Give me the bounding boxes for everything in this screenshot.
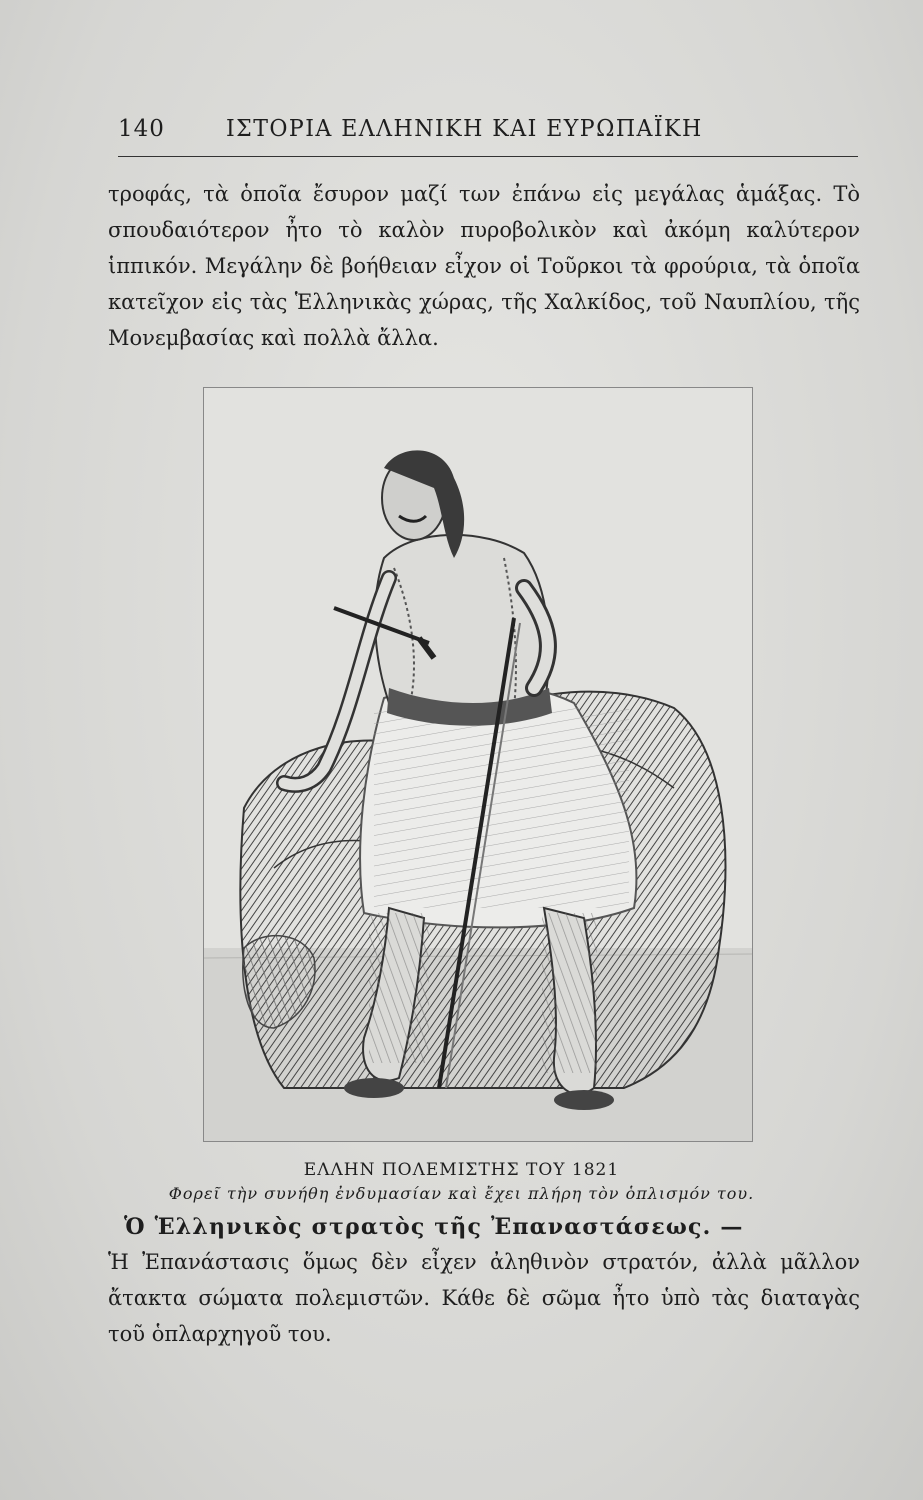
paragraph-top: τροφάς, τὰ ὁποῖα ἔσυρον μαζί των ἐπάνω εἰς μεγάλας ἁμάξας. Τὸ σπουδαιότερον ἦτο τὸ καλὸν πυροβολικὸν καὶ ἀκόμη καλύτερον ἱππικόν. Μεγάλην δὲ βοήθειαν εἶχον οἱ Τοῦρκοι τὰ φρούρια, τὰ ὁποῖα κατεῖχον εἰς τὰς Ἑλληνικὰς χώρας, τῆς Χαλκίδος, τοῦ Ναυπλίου, τῆς Μονεμβασίας καὶ πολλὰ ἄλλα. — [108, 182, 860, 350]
figure-caption-title: ΕΛΛΗΝ ΠΟΛΕΜΙΣΤΗΣ ΤΟΥ 1821 — [303, 1160, 620, 1180]
warrior-engraving — [204, 388, 752, 1141]
page-number: 140 — [118, 116, 165, 142]
page-header — [118, 116, 858, 157]
section-heading: Ὁ Ἑλληνικὸς στρατὸς τῆς Ἐπαναστάσεως. — — [124, 1214, 744, 1240]
running-title: ΙΣΤΟΡΙΑ ΕΛΛΗΝΙΚΗ ΚΑΙ ΕΥΡΩΠΑΪΚΗ — [226, 116, 703, 142]
illustration-warrior — [203, 387, 753, 1142]
paragraph-bottom: Ἡ Ἐπανάστασις ὅμως δὲν εἶχεν ἀληθινὸν στρατόν, ἀλλὰ μᾶλλον ἄτακτα σώματα πολεμιστῶν. Κάθε δὲ σῶμα ἦτο ὑπὸ τὰς διαταγὰς τοῦ ὁπλαρχηγοῦ του. — [108, 1250, 860, 1346]
figure-caption-text: Φορεῖ τὴν συνήθη ἐνδυμασίαν καὶ ἔχει πλήρη τὸν ὁπλισμόν του. — [168, 1184, 755, 1203]
